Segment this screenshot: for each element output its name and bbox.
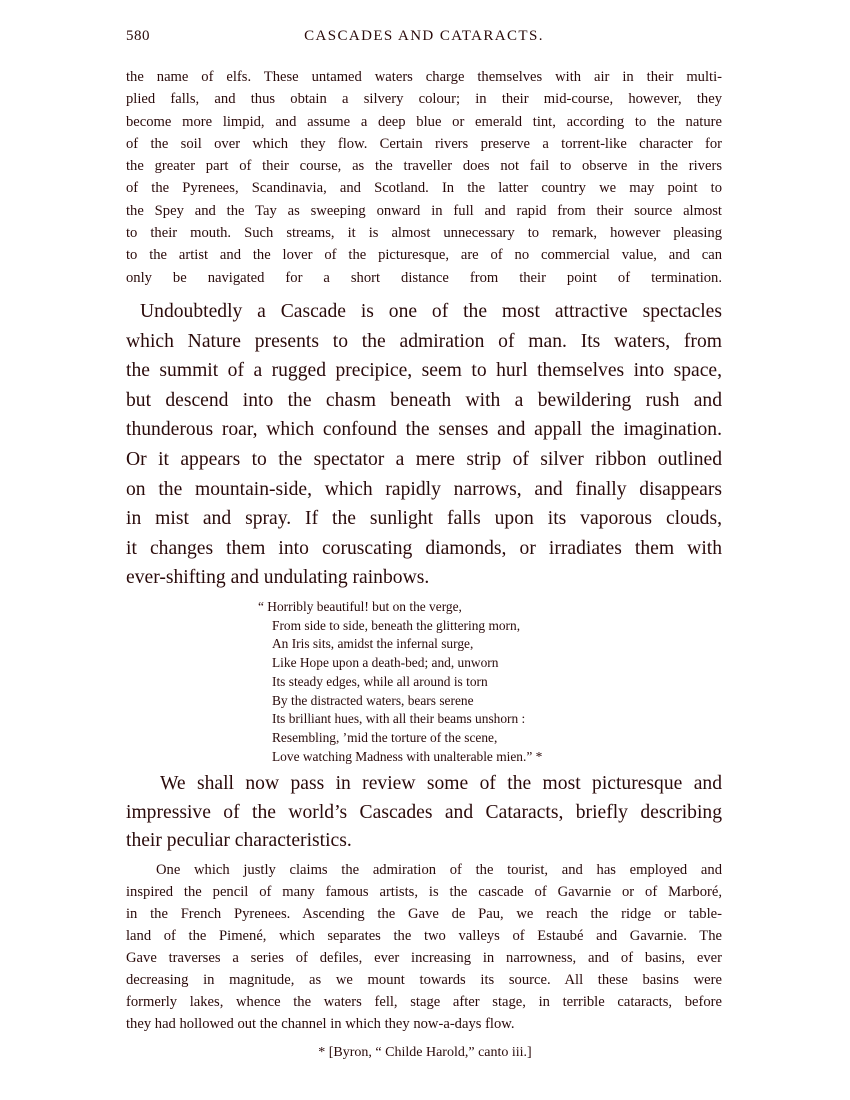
- running-title: CASCADES AND CATARACTS.: [304, 28, 544, 44]
- text-line: but descend into the chasm beneath with a bewildering rush and: [126, 389, 722, 411]
- text-line: on the mountain-side, which rapidly narrows, and finally disappears: [126, 478, 722, 500]
- text-line: it changes them into coruscating diamonds, or irradiates them with: [126, 537, 722, 559]
- text-line: in mist and spray. If the sunlight falls upon its vaporous clouds,: [126, 508, 722, 530]
- poem-line: From side to side, beneath the glittering morn,: [272, 617, 521, 633]
- text-line: inspired the pencil of many famous artists, is the cascade of Gavarnie or of Marboré,: [126, 884, 722, 900]
- text-line: their peculiar characteristics.: [126, 830, 352, 852]
- poem-line: “ Horribly beautiful! but on the verge,: [258, 599, 462, 614]
- poem-line: Its steady edges, while all around is torn: [272, 673, 488, 689]
- text-line: to their mouth. Such streams, it is almost unnecessary to remark, however pleasing: [126, 225, 722, 242]
- poem-line: Resembling, ’mid the torture of the scene,: [272, 729, 498, 745]
- text-line: thunderous roar, which confound the senses and appall the imagination.: [126, 419, 722, 441]
- text-line: Gave traverses a series of defiles, ever increasing in narrowness, and of basins, ever: [126, 950, 722, 966]
- text-line: which Nature presents to the admiration of man. Its waters, from: [126, 330, 722, 352]
- text-line: of the soil over which they flow. Certain rivers preserve a torrent-like character for: [126, 135, 722, 152]
- text-line: of the Pyrenees, Scandinavia, and Scotland. In the latter country we may point to: [126, 180, 722, 197]
- paragraph-4: [126, 859, 722, 1035]
- text-line: decreasing in magnitude, as we mount towards its source. All these basins were: [126, 972, 722, 988]
- text-line: only be navigated for a short distance from their point of termination.: [126, 269, 722, 286]
- text-line: the Spey and the Tay as sweeping onward in full and rapid from their source almost: [126, 202, 722, 219]
- footnote: * [Byron, “ Childe Harold,” canto iii.]: [318, 1045, 532, 1060]
- text-line: impressive of the world’s Cascades and Cataracts, briefly describing: [126, 801, 722, 823]
- paragraph-2: [126, 297, 722, 593]
- paragraph-1: [126, 66, 722, 289]
- poem-line: Its brilliant hues, with all their beams unshorn :: [272, 711, 526, 727]
- text-line: become more limpid, and assume a deep blue or emerald tint, according to the nature: [126, 113, 722, 130]
- text-line: One which justly claims the admiration of the tourist, and has employed and: [156, 862, 722, 878]
- text-line: plied falls, and thus obtain a silvery colour; in their mid-course, however, they: [126, 91, 722, 108]
- text-line: land of the Pimené, which separates the two valleys of Estaubé and Gavarnie. The: [126, 928, 722, 944]
- text-line: the name of elfs. These untamed waters charge themselves with air in their multi-: [126, 69, 722, 85]
- poem-line: An Iris sits, amidst the infernal surge,: [272, 636, 474, 652]
- poem-line: By the distracted waters, bears serene: [272, 692, 474, 708]
- text-line: the summit of a rugged precipice, seem to hurl themselves into space,: [126, 360, 722, 382]
- text-line: in the French Pyrenees. Ascending the Gave de Pau, we reach the ridge or table-: [126, 906, 722, 922]
- poem-line: Love watching Madness with unalterable mien.” *: [272, 748, 543, 764]
- text-line: formerly lakes, whence the waters fell, stage after stage, in terrible cataracts, before: [126, 994, 722, 1010]
- text-line: Or it appears to the spectator a mere strip of silver ribbon outlined: [126, 448, 722, 470]
- text-line: Undoubtedly a Cascade is one of the most attractive spectacles: [140, 301, 722, 322]
- text-line: ever-shifting and undulating rainbows.: [126, 567, 430, 589]
- poem-quotation: [258, 598, 542, 766]
- poem-line: Like Hope upon a death-bed; and, unworn: [272, 655, 499, 671]
- text-line: they had hollowed out the channel in which they now-a-days flow.: [126, 1016, 515, 1032]
- text-line: We shall now pass in review some of the most picturesque and: [160, 773, 722, 794]
- text-line: the greater part of their course, as the traveller does not fail to observe in the rivers: [126, 158, 722, 175]
- page-number: 580: [126, 28, 150, 44]
- page-header: [126, 28, 722, 52]
- text-line: to the artist and the lover of the picturesque, are of no commercial value, and can: [126, 247, 722, 264]
- paragraph-3: [126, 770, 722, 856]
